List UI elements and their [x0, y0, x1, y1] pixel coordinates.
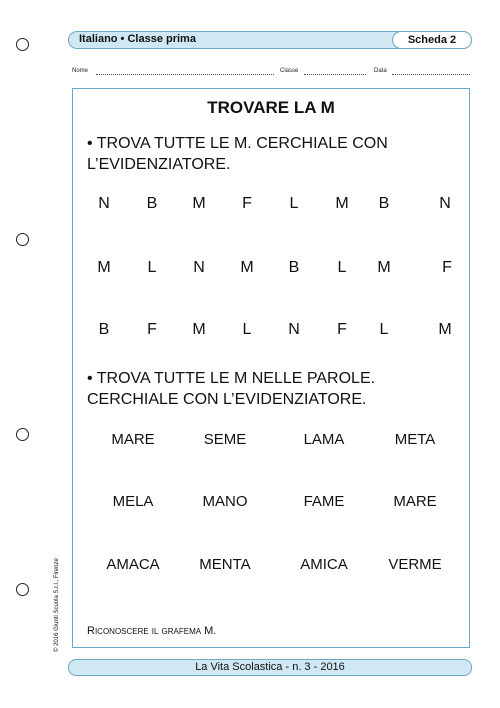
name-label: Nome: [72, 68, 89, 74]
copyright-notice: © 2016 Giunti Scuola S.r.l., Firenze: [54, 558, 60, 652]
letter-cell[interactable]: M: [377, 259, 391, 276]
letter-cell[interactable]: L: [289, 195, 299, 212]
learning-objective: Riconoscere il grafema M.: [87, 625, 217, 637]
letter-cell[interactable]: M: [335, 195, 349, 212]
letter-cell[interactable]: B: [98, 321, 110, 338]
word-cell[interactable]: SEME: [203, 431, 247, 448]
letter-cell[interactable]: M: [97, 259, 111, 276]
letter-row: [73, 259, 469, 279]
binder-hole-bottom: [16, 583, 29, 596]
letter-cell[interactable]: M: [192, 321, 206, 338]
word-cell[interactable]: MARE: [393, 493, 437, 510]
letter-cell[interactable]: L: [242, 321, 252, 338]
letter-cell[interactable]: B: [378, 195, 390, 212]
letter-row: [73, 195, 469, 215]
word-cell[interactable]: MARE: [111, 431, 155, 448]
worksheet-frame: [72, 88, 470, 648]
binder-hole-upper: [16, 233, 29, 246]
student-fields: [72, 66, 470, 80]
date-line[interactable]: [392, 74, 470, 75]
binder-hole-top: [16, 38, 29, 51]
letter-cell[interactable]: M: [438, 321, 452, 338]
class-line[interactable]: [304, 74, 366, 75]
word-cell[interactable]: MELA: [112, 493, 154, 510]
letter-cell[interactable]: B: [288, 259, 300, 276]
letter-cell[interactable]: B: [146, 195, 158, 212]
instruction-words: • TROVA TUTTE LE M NELLE PAROLE. CERCHIALE CON L’EVIDENZIATORE.: [87, 370, 376, 408]
letter-cell[interactable]: F: [337, 321, 347, 338]
letter-cell[interactable]: N: [439, 195, 451, 212]
letter-row: [73, 321, 469, 341]
letter-cell[interactable]: L: [379, 321, 389, 338]
letter-cell[interactable]: L: [147, 259, 157, 276]
class-label: Classe: [280, 68, 299, 74]
date-label: Data: [374, 68, 387, 74]
letter-cell[interactable]: F: [442, 259, 452, 276]
word-cell[interactable]: LAMA: [303, 431, 345, 448]
word-row: [73, 493, 469, 513]
instruction-letters: • TROVA TUTTE LE M. CERCHIALE CON L’EVIDENZIATORE.: [87, 135, 388, 173]
word-cell[interactable]: MANO: [202, 493, 248, 510]
letter-cell[interactable]: F: [242, 195, 252, 212]
word-row: [73, 431, 469, 451]
worksheet-title: TROVARE LA M: [207, 98, 335, 117]
word-cell[interactable]: META: [394, 431, 436, 448]
word-cell[interactable]: MENTA: [199, 556, 251, 573]
letter-cell[interactable]: M: [240, 259, 254, 276]
word-cell[interactable]: FAME: [303, 493, 345, 510]
name-line[interactable]: [96, 74, 274, 75]
word-row: [73, 556, 469, 576]
subject-label: Italiano • Classe prima: [79, 33, 196, 45]
letter-cell[interactable]: M: [192, 195, 206, 212]
letter-cell[interactable]: N: [98, 195, 110, 212]
letter-cell[interactable]: N: [288, 321, 300, 338]
letter-cell[interactable]: N: [193, 259, 205, 276]
sheet-badge: Scheda 2: [392, 31, 472, 49]
binder-hole-lower: [16, 428, 29, 441]
footer-bar: La Vita Scolastica - n. 3 - 2016: [68, 659, 472, 676]
letter-cell[interactable]: F: [147, 321, 157, 338]
word-cell[interactable]: AMACA: [106, 556, 160, 573]
letter-cell[interactable]: L: [337, 259, 347, 276]
word-cell[interactable]: VERME: [388, 556, 442, 573]
header-bar: [68, 31, 472, 49]
word-cell[interactable]: AMICA: [300, 556, 348, 573]
